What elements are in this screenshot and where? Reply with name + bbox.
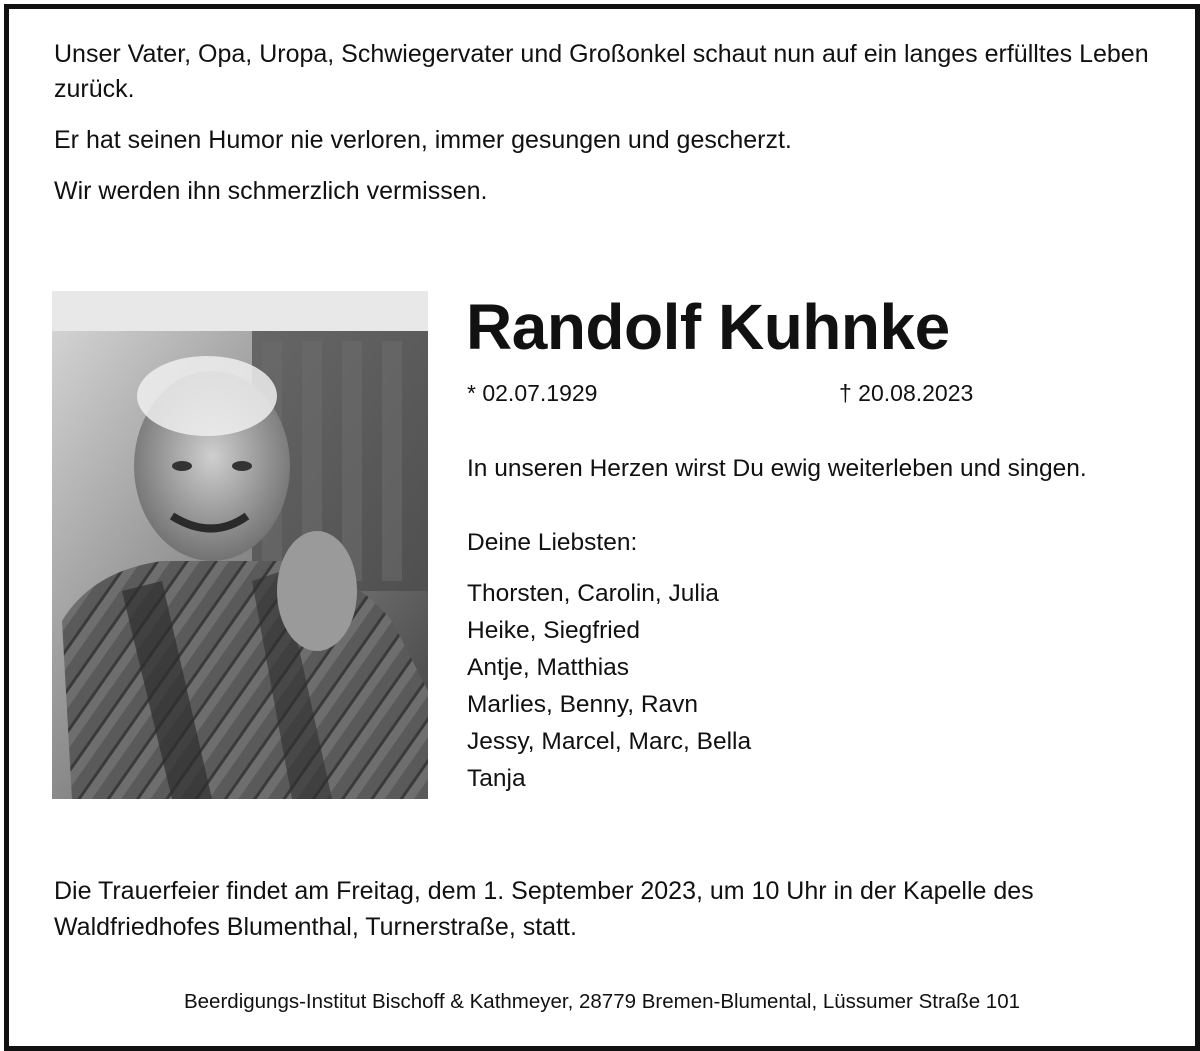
funeral-home-footer: Beerdigungs-Institut Bischoff & Kathmeyer, 28779 Bremen-Blumental, Lüssumer Straße 101 [183, 990, 1020, 1013]
intro-paragraph: Unser Vater, Opa, Uropa, Schwiegervater und Großonkel schaut nun auf ein langes erfülltes Leben zurück. [54, 40, 1149, 103]
intro-paragraph: Wir werden ihn schmerzlich vermissen. [54, 177, 488, 205]
family-label: Deine Liebsten: [467, 529, 638, 556]
intro-text [54, 37, 1174, 225]
family-line: Antje, Matthias [467, 654, 630, 681]
portrait-photo [52, 291, 428, 799]
obituary-notice [4, 4, 1200, 1051]
family-line: Jessy, Marcel, Marc, Bella [467, 728, 752, 755]
deceased-name: Randolf Kuhnke [466, 291, 950, 363]
birth-date: * 02.07.1929 [467, 380, 598, 406]
epitaph: In unseren Herzen wirst Du ewig weiterleben und singen. [467, 455, 1087, 482]
family-line: Tanja [467, 765, 526, 792]
ceremony-info: Die Trauerfeier findet am Freitag, dem 1. September 2023, um 10 Uhr in der Kapelle des Waldfriedhofes Blumenthal, Turnerstraße, statt. [54, 877, 1034, 941]
intro-paragraph: Er hat seinen Humor nie verloren, immer gesungen und gescherzt. [54, 126, 792, 154]
family-line: Thorsten, Carolin, Julia [467, 580, 719, 607]
death-date: † 20.08.2023 [839, 380, 974, 406]
family-line: Marlies, Benny, Ravn [467, 691, 699, 718]
family-list [467, 575, 751, 797]
family-line: Heike, Siegfried [467, 617, 640, 644]
